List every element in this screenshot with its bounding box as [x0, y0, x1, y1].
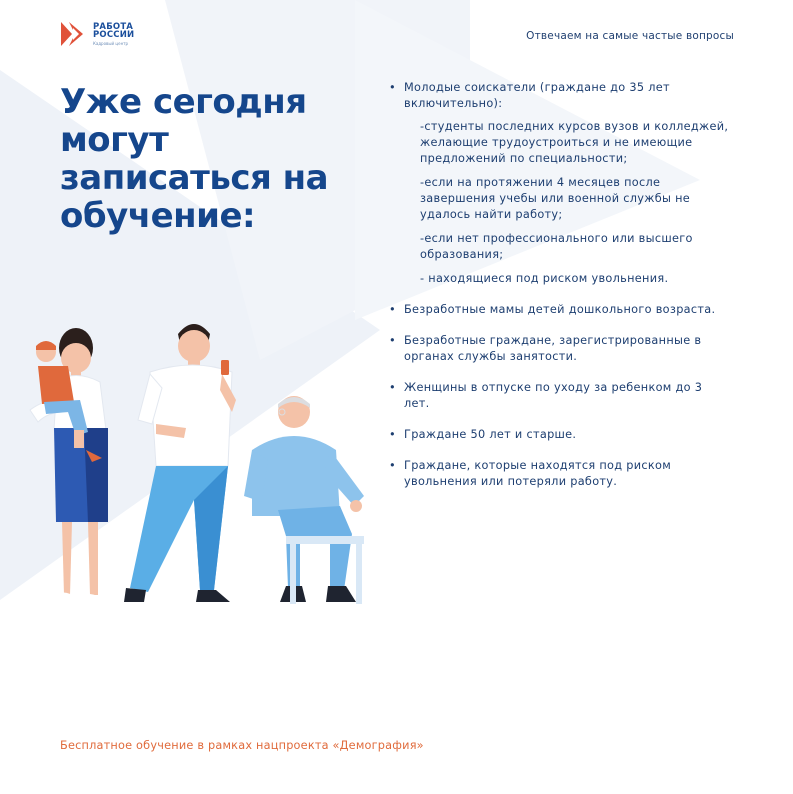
brand-logo-subtitle: Кадровый центр — [93, 40, 129, 46]
list-item: • Граждане, которые находятся под риском увольнения или потеряли работу. — [389, 458, 729, 490]
people-illustration — [0, 300, 400, 620]
mother-with-child-figure — [30, 328, 114, 602]
footer-note: Бесплатное обучение в рамках нацпроекта «Демография» — [60, 739, 424, 752]
sublist-item: -если нет профессионального или высшего образования; — [420, 232, 693, 261]
sublist — [420, 119, 729, 287]
brand-logo-line2: РОССИИ — [93, 30, 135, 40]
sublist-item: -студенты последних курсов вузов и колледжей, желающие трудоустроиться и не имеющие предложений по специальности; — [420, 120, 729, 165]
faq-note: Отвечаем на самые частые вопросы — [526, 30, 734, 42]
list-item: • Безработные мамы детей дошкольного возраста. — [389, 302, 729, 318]
elderly-man-figure — [244, 396, 364, 604]
list-item: • Безработные граждане, зарегистрированные в органах службы занятости. — [389, 333, 729, 365]
list-item: • Граждане 50 лет и старше. — [389, 427, 729, 443]
eligibility-list — [389, 80, 729, 505]
young-man-figure — [124, 324, 236, 602]
list-item-text: Молодые соискатели (граждане до 35 лет включительно): — [404, 81, 670, 110]
sublist-item: -если на протяжении 4 месяцев после завершения учебы или военной службы не удалось найти работу; — [420, 176, 691, 221]
headline: Уже сегодня могут записаться на обучение: — [60, 82, 329, 236]
list-item: • Женщины в отпуске по уходу за ребенком до 3 лет. — [389, 380, 729, 412]
brand-logo-line1: РАБОТА — [93, 21, 134, 32]
brand-logo-text — [93, 23, 134, 46]
sublist-item: - находящиеся под риском увольнения. — [420, 272, 669, 285]
list-item — [389, 80, 729, 287]
brand-logo — [59, 20, 134, 48]
brand-logo-mark — [59, 20, 87, 48]
